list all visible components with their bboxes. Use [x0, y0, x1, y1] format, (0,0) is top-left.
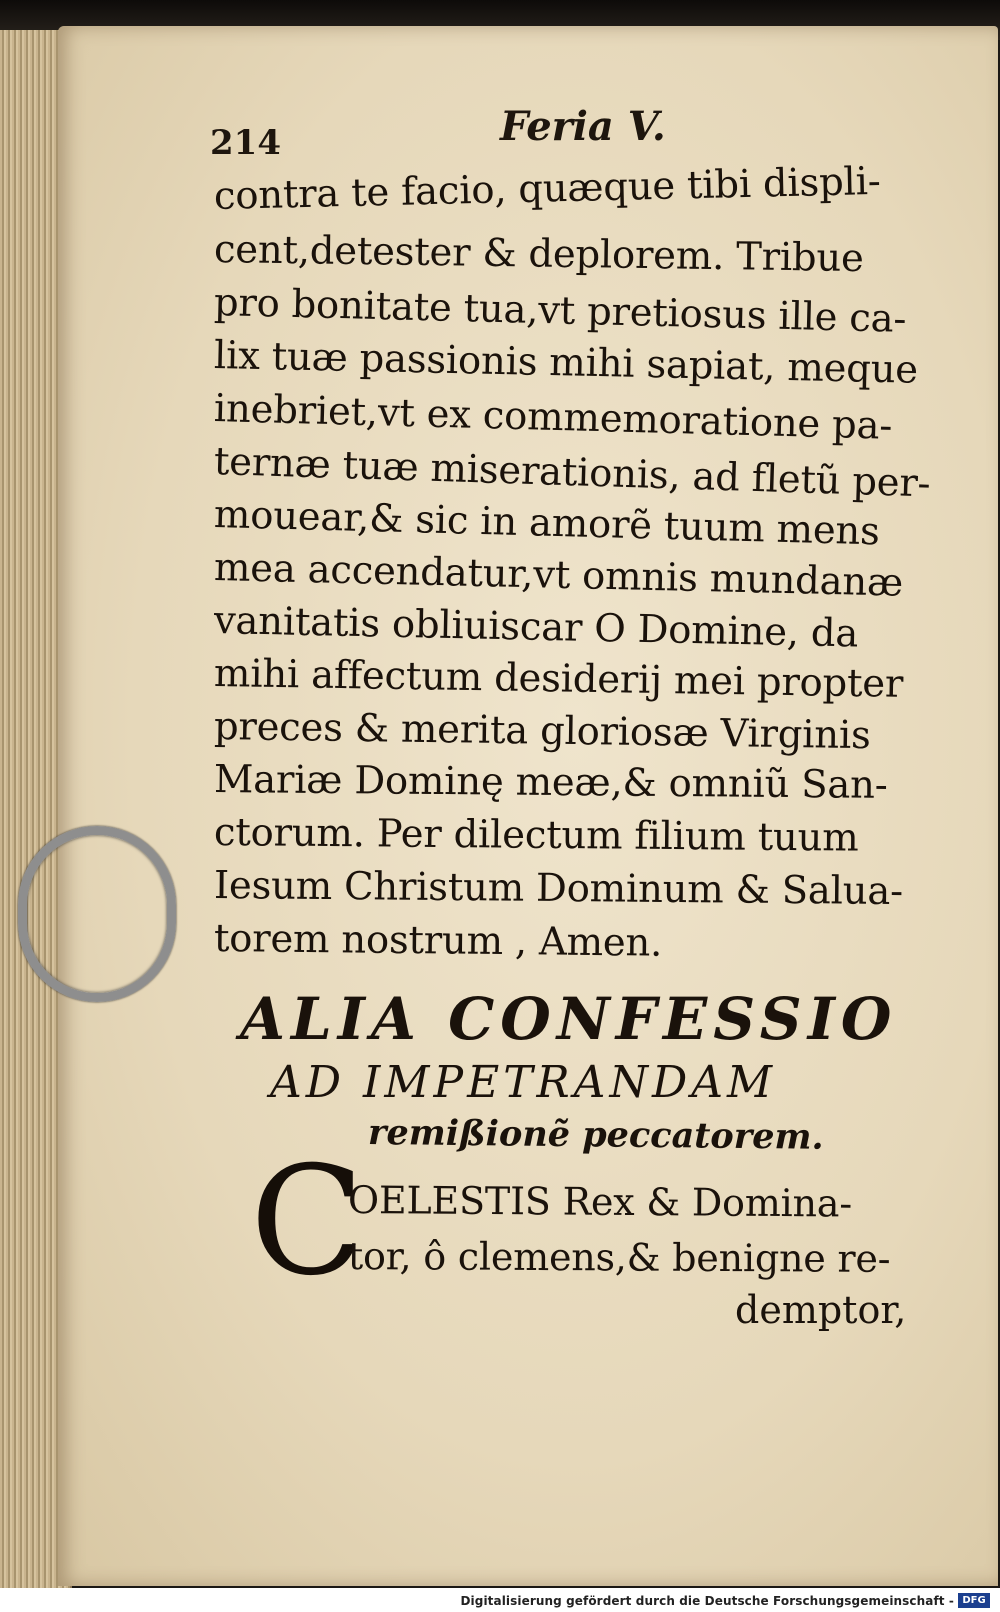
text-line: cent,detester & deplorem. Tribue	[213, 227, 864, 282]
heading-line-1: ALIA CONFESSIO	[240, 985, 898, 1053]
text-line: ctorum. Per dilectum filium tuum	[213, 810, 859, 861]
dfg-logo: DFG	[958, 1593, 990, 1608]
text-line: Mariæ Dominę meæ,& omniũ San-	[213, 757, 888, 808]
running-title: Feria V.	[500, 103, 666, 150]
text-line: preces & merita gloriosæ Virginis	[213, 704, 871, 759]
body-text	[213, 158, 932, 966]
text-line: torem nostrum , Amen.	[213, 916, 663, 966]
text-line: contra te facio, quæque tibi displi-	[213, 158, 882, 219]
text-line: ternæ tuæ miserationis, ad fletũ per-	[213, 439, 932, 507]
heading-line-2: AD IMPETRANDAM	[270, 1057, 777, 1108]
page-header	[210, 103, 710, 163]
text-line: inebriet,vt ex commemoratione pa-	[213, 386, 893, 449]
text-line: demptor,	[735, 1288, 907, 1332]
second-paragraph	[348, 1172, 948, 1284]
clasp-ring	[18, 826, 176, 1002]
text-line: OELESTIS Rex & Domina-	[347, 1178, 853, 1226]
drop-cap-initial: C	[250, 1135, 365, 1309]
text-line: mea accendatur,vt omnis mundanæ	[213, 545, 904, 606]
text-line: lix tuæ passionis mihi sapiat, meque	[213, 333, 919, 393]
text-line: mihi affectum desiderij mei propter	[213, 651, 904, 707]
text-line: tor, ô clemens,& benigne re-	[347, 1234, 891, 1281]
text-line: mouear,& sic in amorẽ tuum mens	[213, 492, 881, 555]
funding-credit: Digitalisierung gefördert durch die Deutsche Forschungsgemeinschaft -	[460, 1594, 954, 1608]
text-line: pro bonitate tua,vt pretiosus ille ca-	[213, 280, 907, 342]
page-number: 214	[210, 123, 281, 163]
heading-line-3: remißionẽ peccatorem.	[367, 1112, 824, 1158]
text-line: vanitatis obliuiscar O Domine, da	[213, 598, 859, 657]
text-line: Iesum Christum Dominum & Salua-	[213, 863, 904, 915]
